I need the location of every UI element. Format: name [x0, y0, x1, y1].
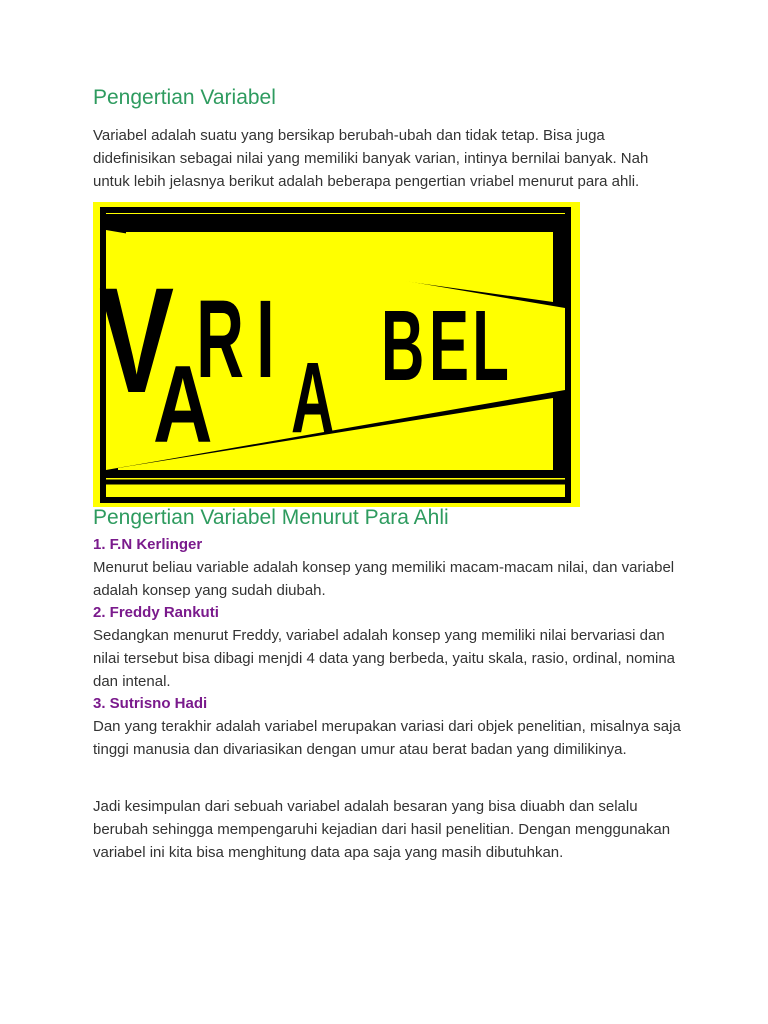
logo-letter-e: E: [429, 290, 470, 402]
logo-letter-i: I: [256, 278, 275, 402]
intro-paragraph: Variabel adalah suatu yang bersikap berubah-ubah dan tidak tetap. Bisa juga didefinisikan sebagai nilai yang memiliki banyak varian, intinya bernilai banyak. Nah untuk lebih jelasnya berikut adalah beberapa pengertian vriabel menurut para ahli.: [93, 127, 649, 190]
expert-name-hadi: 3. Sutrisno Hadi: [93, 695, 208, 712]
logo-letter-l: L: [472, 290, 509, 402]
expert-text-kerlinger: Menurut beliau variable adalah konsep yang memiliki macam-macam nilai, dan variabel adalah konsep yang sudah diubah.: [93, 559, 675, 599]
variabel-logo-svg: [93, 202, 580, 507]
logo-letter-a2: A: [291, 342, 335, 454]
expert-name-rankuti: 2. Freddy Rankuti: [93, 604, 219, 621]
conclusion-paragraph: Jadi kesimpulan dari sebuah variabel adalah besaran yang bisa diuabh dan selalu berubah sehingga mempengaruhi kejadian dari hasil penelitian. Dengan menggunakan variabel ini kita bisa menghitung data apa saja yang masih dibutuhkan.: [93, 798, 671, 861]
logo-letter-v: V: [99, 257, 175, 425]
variabel-logo-image: [93, 202, 580, 507]
expert-text-rankuti: Sedangkan menurut Freddy, variabel adalah konsep yang memiliki nilai bervariasi dan nilai tersebut bisa dibagi menjdi 4 data yang berbeda, yaitu skala, rasio, ordinal, nomina dan intenal.: [93, 627, 676, 690]
expert-text-hadi: Dan yang terakhir adalah variabel merupakan variasi dari objek penelitian, misalnya saja tinggi manusia dan divariasikan dengan umur atau berat badan yang dimilikinya.: [93, 718, 681, 758]
expert-name-kerlinger: 1. F.N Kerlinger: [93, 536, 203, 553]
logo-letter-a: A: [153, 342, 213, 466]
page-title: Pengertian Variabel: [93, 86, 276, 109]
logo-letter-b: B: [381, 290, 425, 402]
section-title: Pengertian Variabel Menurut Para Ahli: [93, 506, 449, 529]
logo-letter-r: R: [196, 278, 244, 402]
